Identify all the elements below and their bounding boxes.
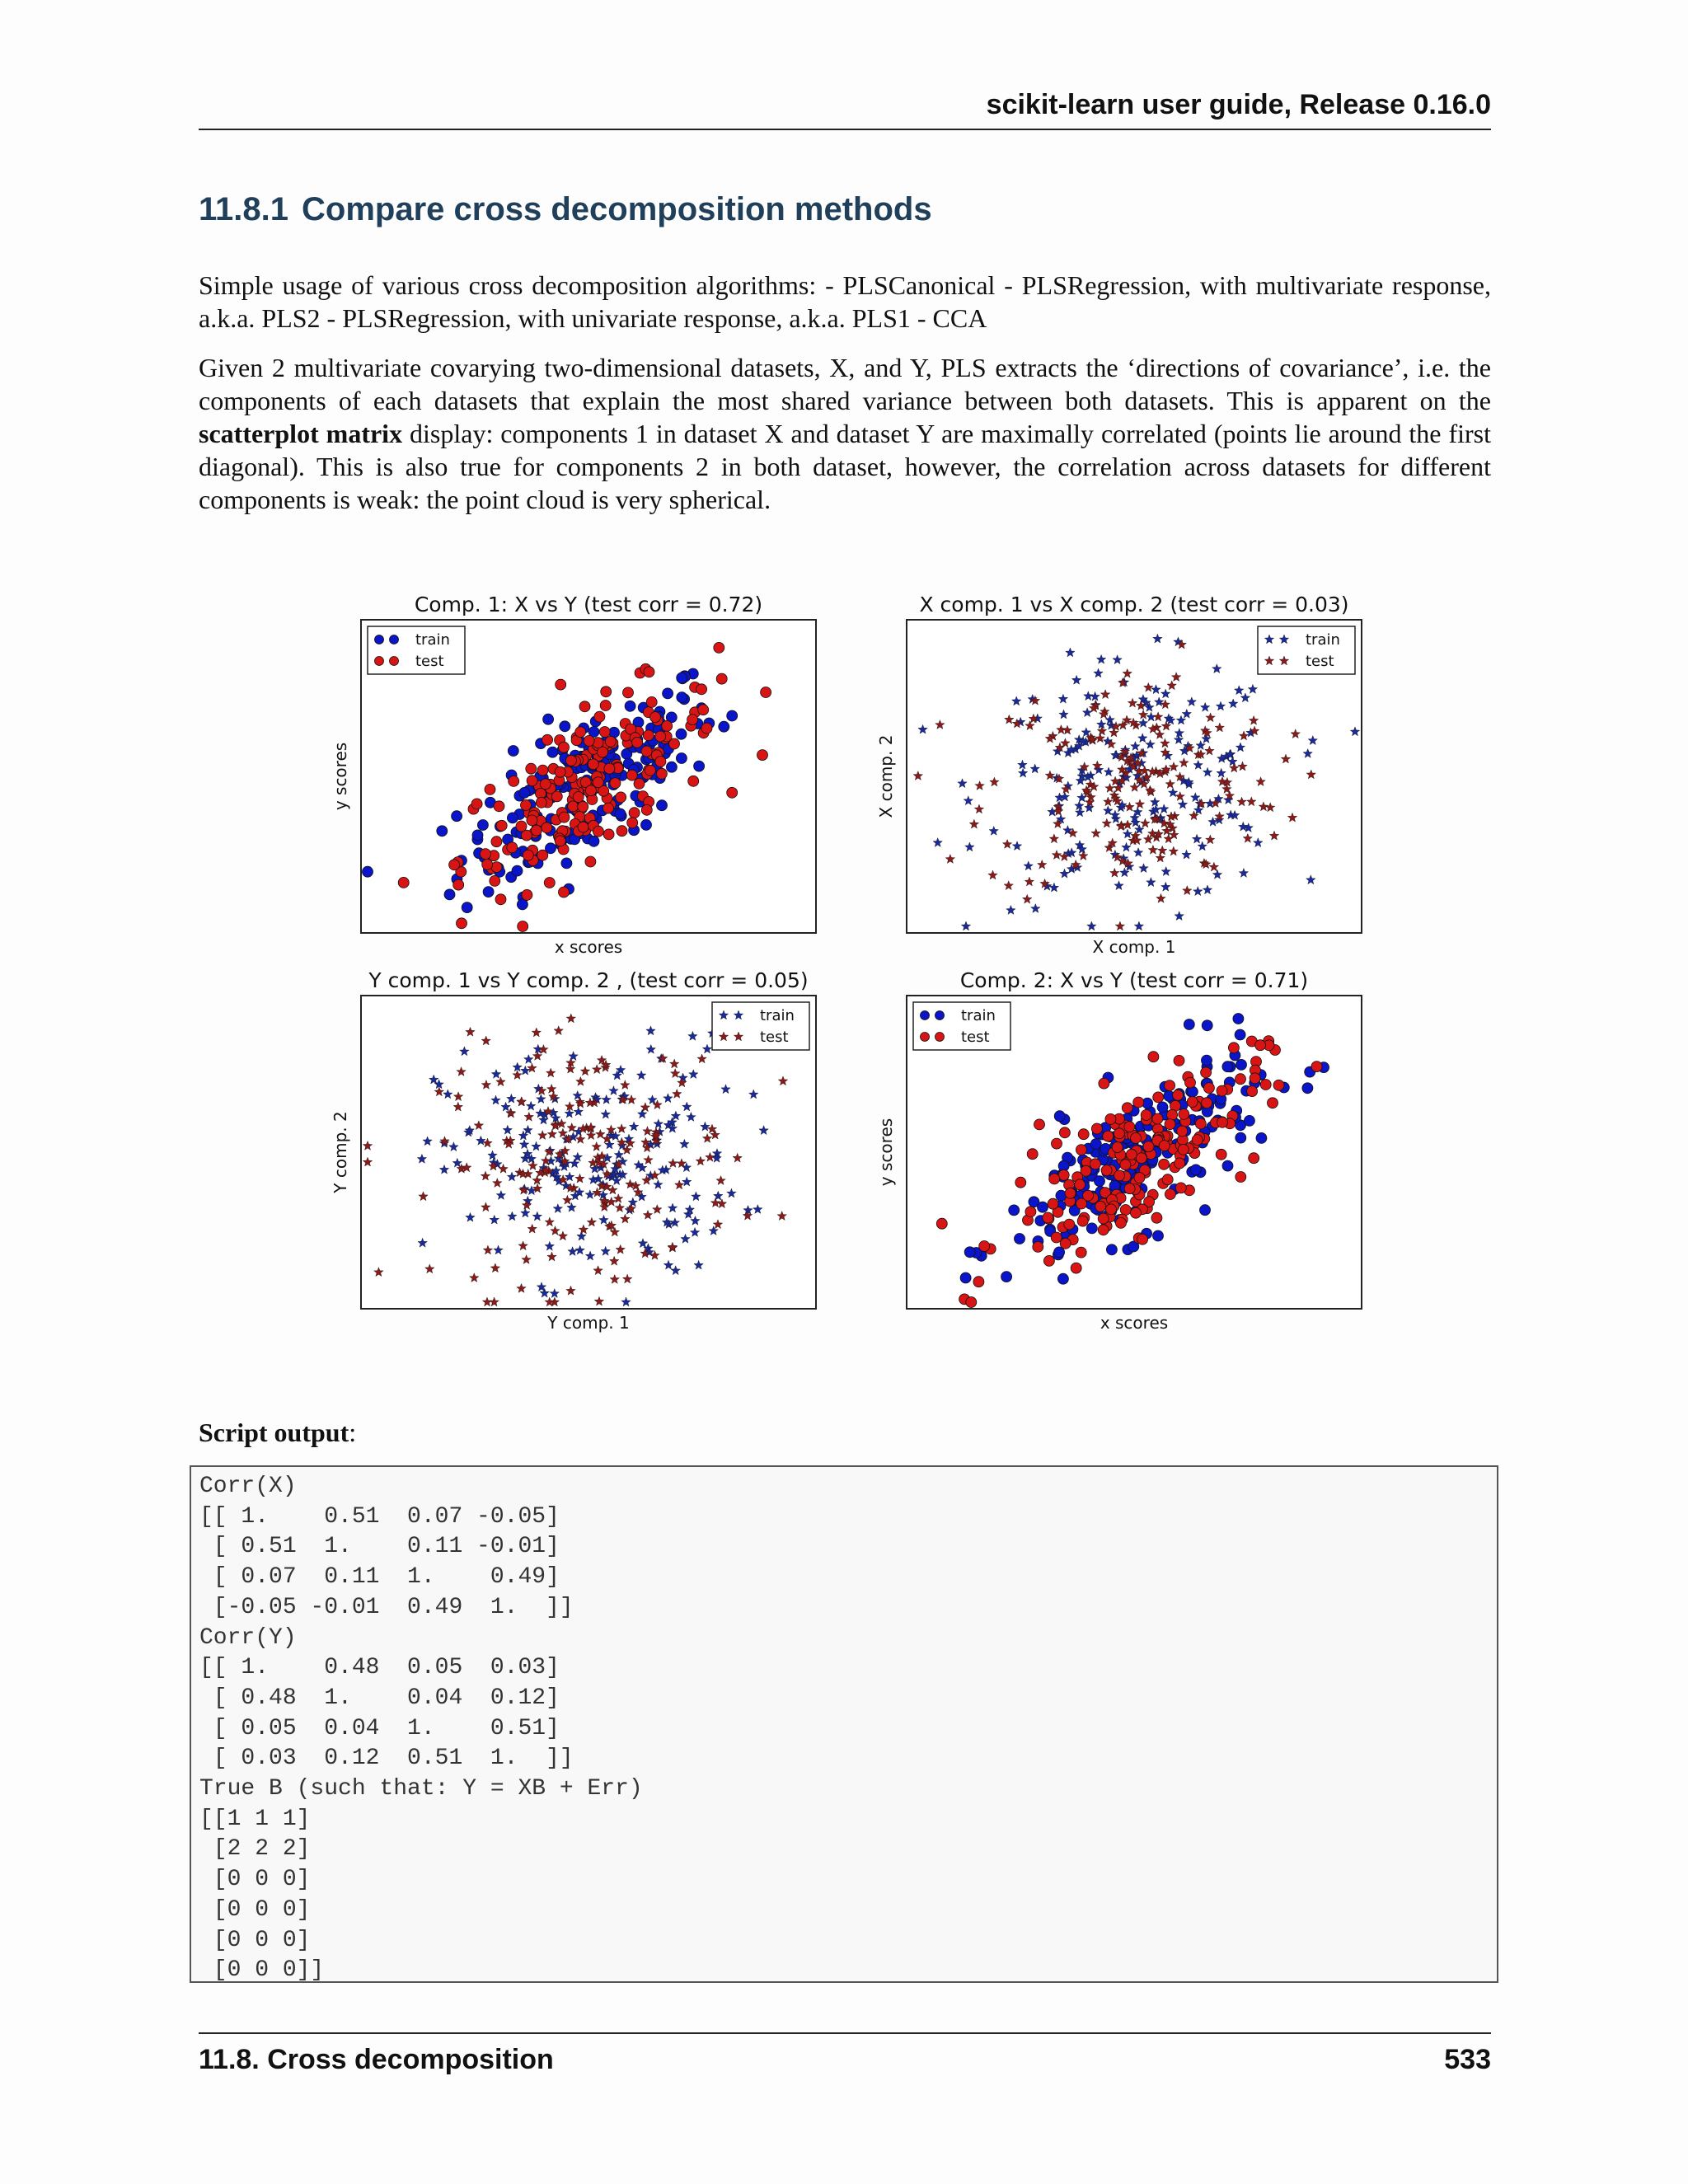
x-axis-label: X comp. 1 <box>1092 937 1176 957</box>
data-point-test <box>507 842 518 853</box>
data-point-test <box>1025 1207 1036 1217</box>
data-point-test <box>584 735 594 746</box>
data-point-test <box>1195 1118 1206 1129</box>
data-point-test <box>575 727 586 738</box>
data-point-train <box>1190 1165 1201 1175</box>
data-point-train <box>560 721 570 732</box>
data-point-test <box>542 734 553 745</box>
data-point-test <box>1051 1232 1062 1243</box>
data-point-train <box>1236 1132 1246 1143</box>
legend-marker-test <box>921 1033 930 1042</box>
panel-title: Comp. 2: X vs Y (test corr = 0.71) <box>959 968 1309 992</box>
data-point-train <box>727 710 738 721</box>
data-point-test <box>1077 1216 1088 1226</box>
data-point-test <box>523 850 533 860</box>
legend <box>1258 626 1355 674</box>
data-point-test <box>491 837 502 847</box>
data-point-train <box>1256 1132 1267 1143</box>
data-point-test <box>1043 1212 1053 1223</box>
legend-label-test: test <box>415 653 444 670</box>
data-point-train <box>512 865 523 876</box>
data-point-test <box>1033 1241 1043 1252</box>
data-point-test <box>593 826 603 837</box>
legend-marker-train <box>921 1011 930 1020</box>
data-point-test <box>544 878 555 888</box>
legend <box>368 626 465 674</box>
data-point-train <box>363 866 373 877</box>
data-point-train <box>472 830 483 841</box>
data-point-train <box>437 826 448 837</box>
data-point-test <box>1059 1127 1070 1138</box>
data-point-test <box>629 808 640 818</box>
data-point-test <box>578 822 588 832</box>
data-point-test <box>1075 1179 1085 1190</box>
data-point-test <box>1091 1123 1102 1134</box>
data-point-test <box>646 696 657 707</box>
data-point-test <box>1165 1119 1175 1130</box>
data-point-test <box>521 799 532 810</box>
data-point-test <box>1105 1113 1116 1124</box>
scatterplot-matrix-svg <box>313 577 1385 1352</box>
data-point-test <box>645 765 655 776</box>
data-point-train <box>1184 1019 1194 1030</box>
data-point-train <box>1095 1176 1105 1187</box>
data-point-test <box>632 737 643 748</box>
data-point-train <box>1057 1273 1068 1284</box>
data-point-test <box>1203 1083 1214 1094</box>
data-point-train <box>1157 1102 1168 1113</box>
data-point-test <box>1167 1109 1178 1120</box>
legend-label-train: train <box>415 631 450 649</box>
panel-title: X comp. 1 vs X comp. 2 (test corr = 0.03) <box>919 593 1349 616</box>
data-point-test <box>936 1218 947 1229</box>
data-point-test <box>626 770 637 780</box>
data-point-test <box>1114 1128 1124 1139</box>
data-point-test <box>1236 1074 1246 1085</box>
data-point-test <box>1216 1149 1226 1160</box>
data-point-test <box>1043 1255 1054 1266</box>
data-point-test <box>449 860 460 870</box>
data-point-test <box>696 684 707 695</box>
data-point-train <box>663 688 673 699</box>
data-point-test <box>973 1277 984 1287</box>
data-point-train <box>543 714 554 724</box>
legend-label-train: train <box>961 1007 996 1024</box>
data-point-train <box>666 762 677 772</box>
data-point-test <box>1162 1174 1173 1185</box>
scatter-panel-1 <box>331 593 816 957</box>
data-point-test <box>1165 1080 1175 1091</box>
data-point-test <box>1250 1073 1260 1084</box>
data-point-test <box>1249 1153 1259 1164</box>
data-point-test <box>1175 1158 1185 1169</box>
footer-rule <box>199 2032 1491 2034</box>
data-point-test <box>1311 1062 1322 1072</box>
data-point-train <box>615 808 626 819</box>
data-point-test <box>1098 1225 1109 1235</box>
legend <box>913 1002 1010 1050</box>
data-point-test <box>1165 1189 1175 1200</box>
data-point-train <box>1222 1160 1233 1171</box>
description-text-1: Given 2 multivariate covarying two-dimensional datasets, X, and Y, PLS extracts the ‘directions of covariance’, i.e. the components of each datasets that explain the most shared variance between both datasets. This is apparent on the <box>199 353 1491 415</box>
data-point-test <box>656 768 667 779</box>
y-axis-label: Y comp. 2 <box>331 1111 350 1193</box>
data-point-test <box>627 818 638 828</box>
data-point-test <box>481 849 491 860</box>
data-point-test <box>1060 1238 1071 1249</box>
data-point-test <box>1187 1097 1198 1108</box>
data-point-test <box>496 820 507 831</box>
y-axis-label: y scores <box>331 742 350 811</box>
data-point-train <box>508 746 518 757</box>
data-point-test <box>623 687 634 698</box>
data-point-test <box>617 826 627 837</box>
data-point-train <box>517 899 528 910</box>
legend-label-test: test <box>760 1029 789 1046</box>
data-point-train <box>960 1272 971 1283</box>
data-point-test <box>688 776 699 786</box>
script-output-text: Corr(X) [[ 1. 0.51 0.07 -0.05] [ 0.51 1. 0.11 -0.01] [ 0.07 0.11 1. 0.49] [-0.05 -0.01 0.49 1. ]] Corr(Y) [[ 1. 0.48 0.05 0.03] [ 0.48 1. 0.04 0.12] [ 0.05 0.04 1. 0.51] [ 0.03 0.12 0.51 1. ]] True B (such that: Y = XB + Err) [[1 1 1] [2 2 2] [0 0 0] [0 0 0] [0 0 0] [0 0 0]] <box>199 1474 643 1983</box>
panel-title: Y comp. 1 vs Y comp. 2 , (test corr = 0.05) <box>368 968 809 992</box>
data-point-test <box>1076 1145 1086 1155</box>
data-point-test <box>644 667 654 677</box>
data-point-test <box>979 1241 990 1252</box>
data-point-test <box>1217 1085 1227 1096</box>
data-point-test <box>698 705 709 715</box>
data-point-test <box>1185 1077 1196 1088</box>
data-point-test <box>593 777 603 788</box>
data-point-test <box>555 836 565 846</box>
data-point-train <box>452 811 462 822</box>
section-number: 11.8.1 <box>199 191 289 227</box>
data-point-train <box>964 1247 975 1258</box>
data-point-test <box>1173 1090 1184 1100</box>
data-point-train <box>519 787 530 798</box>
data-point-test <box>603 829 614 840</box>
data-point-train <box>657 800 668 811</box>
scatterplot-matrix-figure <box>313 577 1385 1352</box>
data-point-train <box>1086 1223 1097 1234</box>
data-point-test <box>1153 1092 1164 1103</box>
legend-label-test: test <box>961 1029 990 1046</box>
data-point-test <box>1048 1198 1058 1209</box>
data-point-test <box>687 715 698 725</box>
data-point-test <box>643 730 654 741</box>
data-point-test <box>1202 1098 1212 1108</box>
data-point-test <box>1148 1052 1159 1062</box>
data-point-test <box>1120 1205 1131 1216</box>
data-point-test <box>610 778 621 789</box>
data-point-train <box>694 761 705 771</box>
script-output-label-text: Script output <box>199 1418 349 1447</box>
script-output-box <box>190 1465 1498 1983</box>
running-header: scikit-learn user guide, Release 0.16.0 <box>986 89 1491 120</box>
data-point-train <box>1200 1205 1211 1216</box>
data-point-test <box>1126 1149 1137 1160</box>
data-point-test <box>727 787 738 798</box>
data-point-train <box>1054 1111 1065 1122</box>
data-point-train <box>1153 1230 1164 1241</box>
data-point-test <box>1260 1080 1271 1090</box>
data-point-test <box>655 731 666 742</box>
data-point-test <box>568 801 579 812</box>
data-point-test <box>757 750 768 761</box>
data-point-test <box>542 823 552 833</box>
data-point-test <box>559 887 570 898</box>
data-point-test <box>588 759 598 770</box>
data-point-test <box>1255 1040 1266 1051</box>
data-point-train <box>625 701 635 711</box>
data-point-test <box>1151 1212 1162 1223</box>
data-point-test <box>1034 1119 1045 1130</box>
data-point-train <box>719 721 729 732</box>
data-point-train <box>1222 1062 1233 1072</box>
data-point-train <box>547 747 558 757</box>
intro-paragraph: Simple usage of various cross decomposition algorithms: - PLSCanonical - PLSRegression, with multivariate response, a.k.a. PLS2 - PLSRegression, with univariate response, a.k.a. PLS1 - CCA <box>199 270 1491 333</box>
data-point-test <box>1137 1234 1148 1244</box>
data-point-test <box>1136 1153 1146 1164</box>
data-point-test <box>566 755 577 766</box>
scatter-panel-3 <box>331 968 816 1333</box>
data-point-test <box>603 803 614 813</box>
page-number: 533 <box>1444 2044 1491 2075</box>
data-point-test <box>616 792 626 803</box>
data-point-test <box>1177 1126 1188 1137</box>
script-output-label <box>199 1418 356 1448</box>
data-point-test <box>516 821 527 832</box>
data-point-test <box>1049 1174 1060 1184</box>
data-point-test <box>1273 1080 1284 1090</box>
data-point-test <box>604 763 615 774</box>
data-point-test <box>518 921 528 932</box>
data-point-test <box>1178 1144 1189 1155</box>
data-point-test <box>482 859 493 869</box>
data-point-train <box>1202 1055 1212 1066</box>
data-point-test <box>634 778 645 789</box>
data-point-train <box>1015 1234 1025 1244</box>
data-point-test <box>1268 1098 1278 1108</box>
data-point-test <box>1078 1129 1089 1140</box>
data-point-test <box>398 877 409 888</box>
data-point-test <box>1175 1183 1186 1193</box>
data-point-test <box>495 894 506 905</box>
data-point-test <box>662 720 673 731</box>
data-point-test <box>1052 1138 1062 1149</box>
data-point-test <box>599 727 610 738</box>
data-point-test <box>655 757 666 767</box>
legend <box>712 1002 809 1050</box>
data-point-test <box>1027 1149 1038 1160</box>
data-point-test <box>1090 1159 1100 1169</box>
data-point-test <box>559 812 570 823</box>
data-point-train <box>1233 1014 1244 1024</box>
data-point-test <box>536 797 546 808</box>
data-point-test <box>1071 1263 1081 1273</box>
data-point-test <box>522 889 532 900</box>
data-point-test <box>1217 1117 1228 1127</box>
data-point-test <box>1228 1043 1239 1053</box>
data-point-test <box>1112 1142 1123 1153</box>
data-point-test <box>537 765 548 776</box>
data-point-train <box>1001 1272 1012 1282</box>
data-point-test <box>605 736 616 747</box>
data-point-test <box>1064 1219 1075 1230</box>
data-point-test <box>559 742 570 752</box>
legend-marker-train <box>935 1011 945 1020</box>
data-point-test <box>1099 1078 1109 1089</box>
data-point-test <box>1098 1213 1109 1224</box>
data-point-test <box>1201 1067 1212 1078</box>
data-point-test <box>527 815 537 826</box>
data-point-test <box>526 763 537 774</box>
y-axis-label: y scores <box>876 1118 896 1187</box>
scatterplot-matrix-term: scatterplot matrix <box>199 419 403 448</box>
data-point-test <box>600 701 611 711</box>
data-point-test <box>1058 1169 1069 1180</box>
data-point-test <box>594 711 605 722</box>
data-point-train <box>477 820 488 831</box>
data-point-test <box>1133 1097 1144 1108</box>
section-title: Compare cross decomposition methods <box>302 191 932 227</box>
panel-title: Comp. 1: X vs Y (test corr = 0.72) <box>414 593 763 616</box>
data-point-test <box>490 875 500 886</box>
legend-marker-test <box>375 657 384 666</box>
data-point-test <box>641 804 652 815</box>
x-axis-label: x scores <box>554 937 623 957</box>
legend-label-train: train <box>1306 631 1340 649</box>
data-point-test <box>714 642 724 653</box>
legend-marker-test <box>390 657 399 666</box>
data-point-test <box>573 792 584 803</box>
description-paragraph <box>199 351 1491 516</box>
data-point-test <box>761 687 771 698</box>
data-point-train <box>1235 1029 1245 1040</box>
data-point-train <box>1302 1083 1313 1094</box>
data-point-test <box>457 918 467 929</box>
data-point-test <box>556 679 566 690</box>
data-point-test <box>1124 1183 1135 1194</box>
data-point-test <box>598 747 608 757</box>
data-point-test <box>1076 1247 1086 1258</box>
data-point-test <box>485 784 495 794</box>
header-rule <box>199 129 1491 130</box>
data-point-test <box>1179 1108 1189 1119</box>
legend-marker-train <box>375 635 384 644</box>
data-point-train <box>677 692 687 703</box>
data-point-test <box>1103 1131 1114 1141</box>
data-point-train <box>483 887 494 898</box>
data-point-test <box>1120 1160 1131 1170</box>
data-point-train <box>1038 1202 1048 1212</box>
data-point-test <box>1131 1132 1142 1143</box>
data-point-train <box>588 836 599 846</box>
data-point-test <box>453 879 464 890</box>
data-point-test <box>1114 1170 1125 1181</box>
data-point-test <box>527 776 537 786</box>
data-point-train <box>462 902 472 913</box>
script-output-colon: : <box>349 1418 357 1447</box>
data-point-test <box>650 712 661 723</box>
data-point-test <box>579 701 590 712</box>
scatter-panel-4 <box>876 968 1362 1333</box>
legend-label-test: test <box>1306 653 1334 670</box>
legend-marker-test <box>935 1033 945 1042</box>
data-point-test <box>1174 1055 1184 1066</box>
data-point-test <box>1159 1141 1170 1151</box>
footer-section: 11.8. Cross decomposition <box>199 2044 554 2075</box>
data-point-test <box>1095 1201 1106 1212</box>
legend-marker-train <box>390 635 399 644</box>
data-point-test <box>471 799 482 809</box>
data-point-test <box>551 791 562 802</box>
data-point-test <box>1101 1165 1112 1176</box>
data-point-train <box>1106 1244 1117 1255</box>
description-text-2: display: components 1 in dataset X and dataset Y are maximally correlated (points lie around the first diagonal). This is also true for components 2 in both dataset, however, the correlation across datasets for different components is weak: the point cloud is very spherical. <box>199 419 1492 514</box>
data-point-train <box>677 673 687 683</box>
data-point-train <box>444 889 455 900</box>
x-axis-label: x scores <box>1100 1313 1169 1333</box>
data-point-test <box>1131 1207 1142 1218</box>
y-axis-label: X comp. 2 <box>876 734 896 818</box>
data-point-train <box>1236 1059 1247 1070</box>
data-point-train <box>676 753 687 764</box>
data-point-train <box>561 858 572 869</box>
data-point-test <box>1152 1113 1163 1124</box>
data-point-test <box>1076 1198 1087 1209</box>
data-point-test <box>537 850 548 860</box>
data-point-test <box>1081 1165 1091 1176</box>
data-point-test <box>966 1297 977 1308</box>
data-point-test <box>1141 1110 1151 1121</box>
data-point-test <box>531 825 542 836</box>
data-point-test <box>578 801 588 812</box>
data-point-train <box>676 729 687 739</box>
data-point-test <box>1065 1188 1076 1198</box>
x-axis-label: Y comp. 1 <box>547 1313 630 1333</box>
data-point-test <box>641 746 652 757</box>
data-point-test <box>601 687 612 697</box>
data-point-train <box>1244 1115 1254 1126</box>
legend-label-train: train <box>760 1007 795 1024</box>
data-point-test <box>1106 1204 1117 1215</box>
data-point-test <box>1247 1086 1258 1097</box>
data-point-test <box>716 673 727 684</box>
data-point-test <box>1134 1173 1145 1183</box>
data-point-train <box>1009 1205 1020 1216</box>
data-point-test <box>1192 1135 1203 1146</box>
data-point-test <box>509 776 519 786</box>
data-point-test <box>1236 1172 1246 1183</box>
data-point-test <box>1122 1103 1132 1113</box>
data-point-test <box>1124 1122 1135 1132</box>
data-point-test <box>585 785 596 796</box>
data-point-test <box>1015 1177 1026 1188</box>
data-point-train <box>1202 1020 1212 1031</box>
data-point-train <box>507 813 518 823</box>
data-point-test <box>701 723 712 733</box>
section-heading <box>199 191 932 228</box>
data-point-test <box>1159 1159 1170 1169</box>
data-point-test <box>1115 1217 1126 1228</box>
data-point-test <box>494 801 504 812</box>
scatter-panel-2 <box>876 593 1362 957</box>
data-point-test <box>555 766 565 777</box>
data-point-train <box>641 819 652 830</box>
data-point-test <box>585 856 596 867</box>
data-point-test <box>540 779 551 790</box>
